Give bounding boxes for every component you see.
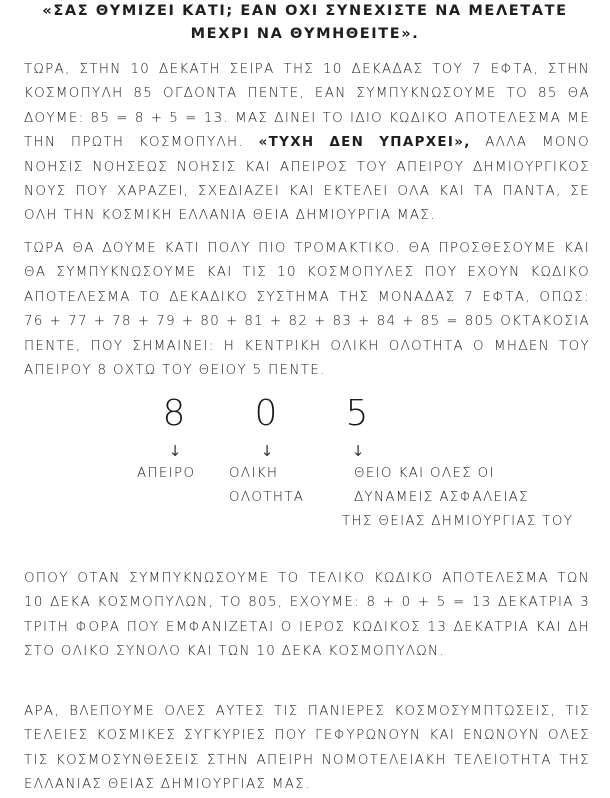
digit-zero: 0 xyxy=(254,393,278,434)
label-theio-line1: ΘΕΙΟ ΚΑΙ ΟΛΕΣ ΟΙ xyxy=(354,466,495,481)
paragraph-1-bold-quote: «ΤΥΧΗ ΔΕΝ ΥΠΑΡΧΕΙ», xyxy=(258,135,471,151)
arrow-down-icon: ↓ xyxy=(168,442,182,460)
label-oliki: ΟΛΙΚΗ xyxy=(229,466,279,481)
paragraph-2: ΤΩΡΑ ΘΑ ΔΟΥΜΕ ΚΑΤΙ ΠΟΛΥ ΠΙΟ ΤΡΟΜΑΚΤΙΚΟ. ΘΑ ΠΡΟΣΘΕΣΟΥΜΕ ΚΑΙ ΘΑ ΣΥΜΠΥΚΝΩΣΟΥΜΕ ΚΑΙ ΤΙΣ 10 ΚΟΣΜΟΠΥΛΕΣ ΠΟΥ ΕΧΟΥΝ ΚΩΔΙΚΟ ΑΠΟΤΕΛΕΣΜΑ ΤΟ ΔΕΚΑΔΙΚΟ ΣΥΣΤΗΜΑ ΤΗΣ ΜΟΝΑΔΑΣ 7 ΕΦΤΑ, ΟΠΩΣ: 76 + 77 + 78 + 79 + 80 + 81 + 82 + 83 + 84 + 85 = 805 ΟΚΤΑΚΟΣΙΑ ΠΕΝΤΕ, ΠΟΥ ΣΗΜΑΙΝΕΙ: Η ΚΕΝΤΡΙΚΗ ΟΛΙΚΗ ΟΛΟΤΗΤΑ Ο ΜΗΔΕΝ ΤΟΥ ΑΠΕΙΡΟΥ 8 ΟΧΤΩ ΤΟΥ ΘΕΙΟΥ 5 ΠΕΝΤΕ. xyxy=(24,241,590,379)
digit-five: 5 xyxy=(345,393,369,434)
paragraph-1 xyxy=(24,58,590,229)
label-olotita: ΟΛΟΤΗΤΑ xyxy=(229,490,305,505)
paragraph-4: ΑΡΑ, ΒΛΕΠΟΥΜΕ ΟΛΕΣ ΑΥΤΕΣ ΤΙΣ ΠΑΝΙΕΡΕΣ ΚΟΣΜΟΣΥΜΠΤΩΣΕΙΣ, ΤΙΣ ΤΕΛΕΙΕΣ ΚΟΣΜΙΚΕΣ ΣΥΓΚΥΡΙΕΣ ΠΟΥ ΓΕΦΥΡΩΝΟΥΝ ΚΑΙ ΕΝΩΝΟΥΝ ΟΛΕΣ ΤΙΣ ΚΟΣΜΟΣΥΝΘΕΣΕΙΣ ΣΤΗΝ ΑΠΕΙΡΗ ΝΟΜΟΤΕΛΕΙΑΚΗ ΤΕΛΕΙΟΤΗΤΑ ΤΗΣ ΕΛΛΑΝΙΑΣ ΘΕΙΑΣ ΔΗΜΙΟΥΡΓΙΑΣ ΜΑΣ. xyxy=(24,704,590,793)
arrow-down-icon: ↓ xyxy=(260,442,274,460)
page-title: «ΣΑΣ ΘΥΜΙΖΕΙ ΚΑΤΙ; ΕΑΝ ΟΧΙ ΣΥΝΕΧΙΣΤΕ ΝΑ ΜΕΛΕΤΑΤΕ ΜΕΧΡΙ ΝΑ ΘΥΜΗΘΕΙΤΕ». xyxy=(42,3,568,42)
label-theio-line3: ΤΗΣ ΘΕΙΑΣ ΔΗΜΙΟΥΡΓΙΑΣ ΤΟΥ xyxy=(342,514,574,529)
paragraph-1-text-b: ΑΛΛΑ ΜΟΝΟ ΝΟΗΣΙΣ ΝΟΗΣΕΩΣ ΝΟΗΣΙΣ ΚΑΙ ΑΠΕΙΡΟΣ ΤΟΥ ΑΠΕΙΡΟΥ ΔΗΜΙΟΥΡΓΙΚΟΣ ΝΟΥΣ ΠΟΥ ΧΑΡΑΖΕΙ, ΣΧΕΔΙΑΖΕΙ ΚΑΙ ΕΚΤΕΛΕΙ ΟΛΑ ΚΑΙ ΤΑ ΠΑΝΤΑ, ΣΕ ΟΛΗ ΤΗΝ ΚΟΣΜΙΚΗ ΕΛΛΑΝΙΑ ΘΕΙΑ ΔΗΜΙΟΥΡΓΙΑ ΜΑΣ. xyxy=(24,135,591,224)
label-apeiro: ΑΠΕΙΡΟ xyxy=(137,466,196,481)
arrow-down-icon: ↓ xyxy=(351,442,365,460)
label-theio-line2: ΔΥΝΑΜΕΙΣ ΑΣΦΑΛΕΙΑΣ xyxy=(354,490,529,505)
digit-eight: 8 xyxy=(162,393,186,434)
paragraph-1-text-a: ΤΩΡΑ, ΣΤΗΝ 10 ΔΕΚΑΤΗ ΣΕΙΡΑ ΤΗΣ 10 ΔΕΚΑΔΑΣ ΤΟΥ 7 ΕΦΤΑ, ΣΤΗΝ ΚΟΣΜΟΠΥΛΗ 85 ΟΓΔΟΝΤΑ ΠΕΝΤΕ, ΕΑΝ ΣΥΜΠΥΚΝΩΣΟΥΜΕ ΤΟ 85 ΘΑ ΔΟΥΜΕ: 85 = 8 + 5 = 13. ΜΑΣ ΔΙΝΕΙ ΤΟ ΙΔΙΟ ΚΩΔΙΚΟ ΑΠΟΤΕΛΕΣΜΑ ΜΕ ΤΗΝ ΠΡΩΤΗ ΚΟΣΜΟΠΥΛΗ. xyxy=(24,62,590,151)
paragraph-3: ΟΠΟΥ ΟΤΑΝ ΣΥΜΠΥΚΝΩΣΟΥΜΕ ΤΟ ΤΕΛΙΚΟ ΚΩΔΙΚΟ ΑΠΟΤΕΛΕΣΜΑ ΤΩΝ 10 ΔΕΚΑ ΚΟΣΜΟΠΥΛΩΝ, ΤΟ 805, ΕΧΟΥΜΕ: 8 + 0 + 5 = 13 ΔΕΚΑΤΡΙΑ 3 ΤΡΙΤΗ ΦΟΡΑ ΠΟΥ ΕΜΦΑΝΙΖΕΤΑΙ Ο ΙΕΡΟΣ ΚΩΔΙΚΟΣ 13 ΔΕΚΑΤΡΙΑ ΚΑΙ ΔΗ ΣΤΟ ΟΛΙΚΟ ΣΥΝΟΛΟ ΚΑΙ ΤΩΝ 10 ΔΕΚΑ ΚΟΣΜΟΠΥΛΩΝ. xyxy=(24,571,590,660)
